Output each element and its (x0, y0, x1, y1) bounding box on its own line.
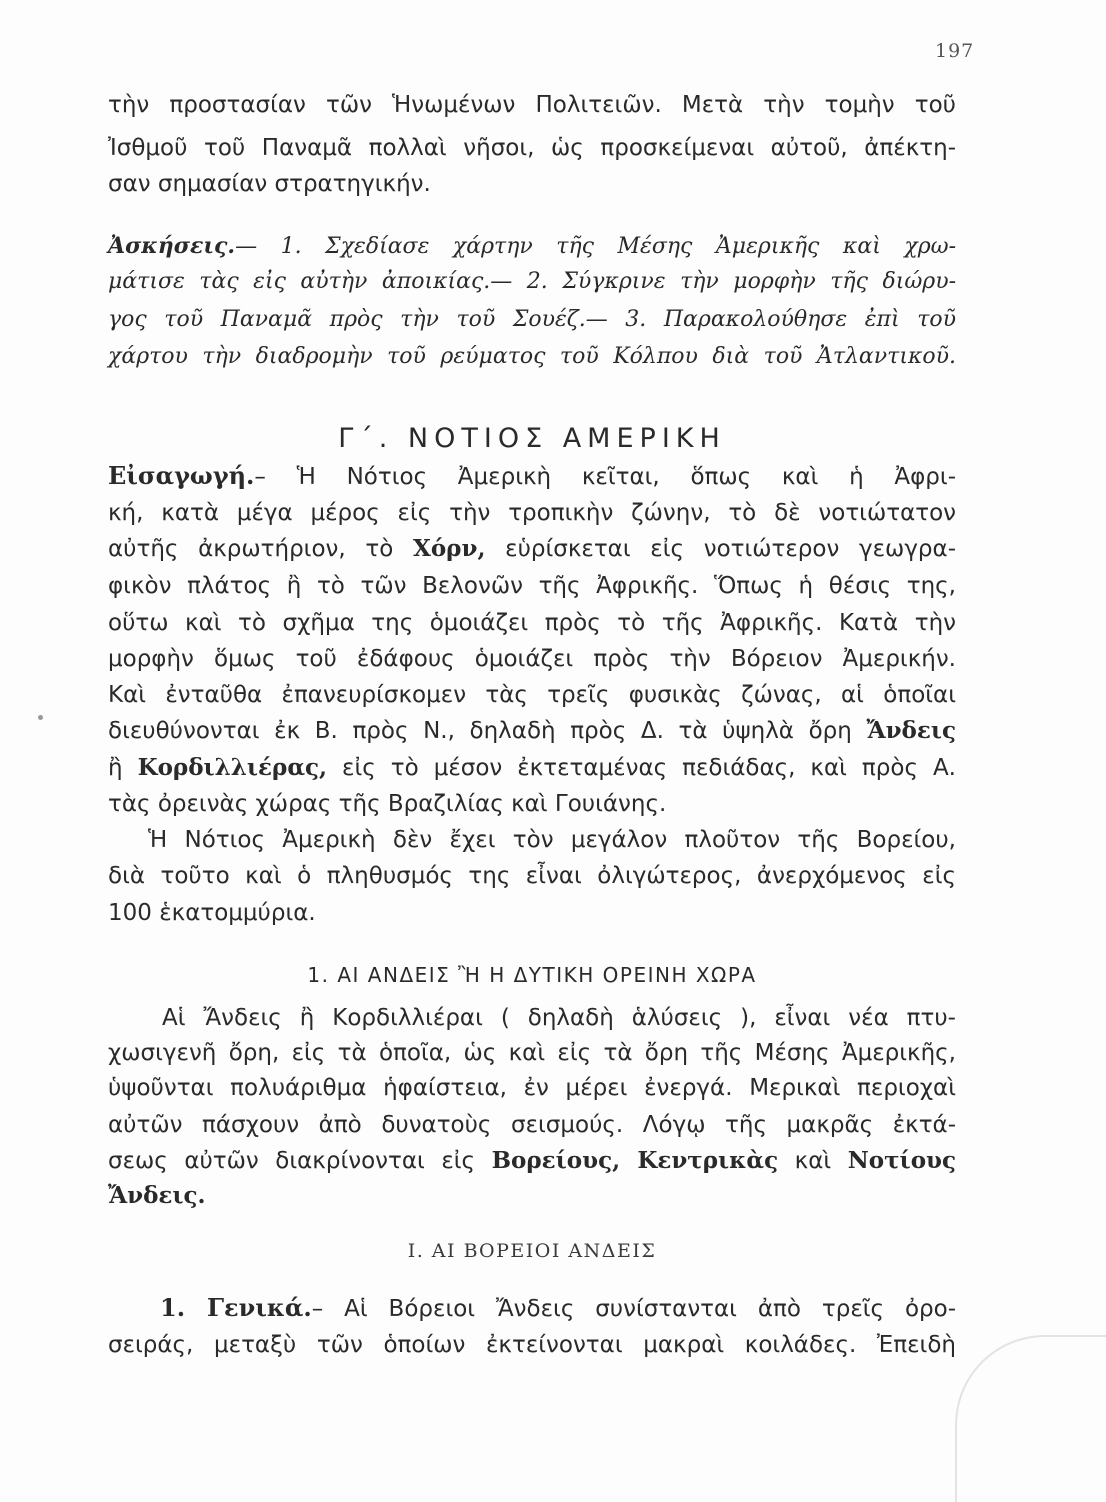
andes-line-1: Αἱ Ἄνδεις ἢ Κορδιλλιέραι ( δηλαδὴ ἁλύσεις ), εἶναι νέα πτυ- (162, 1005, 956, 1031)
exercises-line-4: χάρτου τὴν διαδρομὴν τοῦ ρεύματος τοῦ Κόλπου διὰ τοῦ Ἀτλαντικοῦ. (108, 344, 956, 369)
cordilleras-bold: Κορδιλλιέρας, (137, 754, 328, 781)
general-label: 1. Γενικά. (160, 1293, 312, 1322)
general-line-2: σειράς, μεταξὺ τῶν ὁποίων ἐκτείνονται μακραὶ κοιλάδες. Ἐπειδὴ (108, 1332, 956, 1358)
introduction-line-2: κή, κατὰ μέγα μέρος εἰς τὴν τροπικὴν ζώνην, τὸ δὲ νοτιώτατον (108, 500, 956, 526)
exercises-label: Ἀσκήσεις. (108, 233, 236, 259)
exercises-line-3: γος τοῦ Παναμᾶ πρὸς τὴν τοῦ Σουέζ.— 3. Παρακολούθησε ἐπὶ τοῦ (108, 307, 956, 332)
introduction-line-8 (108, 713, 956, 749)
library-stamp (955, 1335, 1106, 1502)
andes-line-4: αὐτῶν πάσχουν ἀπὸ δυνατοὺς σεισμούς. Λόγῳ τῆς μακρᾶς ἐκτά- (108, 1112, 956, 1138)
andes-end-bold: Ἄνδεις. (108, 1182, 206, 1209)
andes-heading: 1. ΑΙ ΑΝΔΕΙΣ Ἢ Η ΔΥΤΙΚΗ ΟΡΕΙΝΗ ΧΩΡΑ (307, 963, 757, 987)
introduction-line-10: τὰς ὀρεινὰς χώρας τῆς Βραζιλίας καὶ Γουιάνης. (108, 791, 667, 817)
general-text-1: – Αἱ Βόρειοι Ἄνδεις συνίστανται ἀπὸ τρεῖς ὀρο- (311, 1296, 956, 1322)
introduction-text-1: – Ἡ Νότιος Ἀμερικὴ κεῖται, ὅπως καὶ ἡ Ἀφρι- (254, 464, 956, 490)
population-line-2: διὰ τοῦτο καὶ ὁ πληθυσμός της εἶναι ὀλιγώτερος, ἀνερχόμενος εἰς (108, 863, 956, 889)
andes-text-5a: σεως αὐτῶν διακρίνονται εἰς (108, 1148, 492, 1174)
cape-horn-bold: Χόρν, (413, 535, 486, 562)
intro-line-3: σαν σημασίαν στρατηγικήν. (108, 171, 431, 197)
introduction-line-9 (108, 750, 956, 786)
population-line-3: 100 ἑκατομμύρια. (108, 900, 316, 926)
introduction-text-3b: εὑρίσκεται εἰς νοτιώτερον γεωγρα- (485, 536, 956, 562)
introduction-line-4: φικὸν πλάτος ἢ τὸ τῶν Βελονῶν τῆς Ἀφρικῆς. Ὅπως ἡ θέσις της, (108, 573, 956, 599)
page-number: 197 (935, 40, 975, 62)
general-line-1 (160, 1290, 956, 1327)
southern-bold: Νοτίους (847, 1147, 956, 1174)
section-title: Γ΄. ΝΟΤΙΟΣ ΑΜΕΡΙΚΗ (338, 423, 726, 454)
andes-line-5 (108, 1143, 956, 1179)
margin-mark (38, 715, 43, 720)
andes-text-5c: καὶ (778, 1148, 848, 1174)
introduction-line-1 (108, 458, 956, 495)
introduction-line-3 (108, 531, 956, 567)
introduction-line-7: Καὶ ἐνταῦθα ἐπανευρίσκομεν τὰς τρεῖς φυσικὰς ζώνας, αἱ ὁποῖαι (108, 682, 956, 708)
exercises-text-1: — 1. Σχεδίασε χάρτην τῆς Μέσης Ἀμερικῆς καὶ χρω- (235, 234, 956, 259)
exercises-line-2: μάτισε τὰς εἰς αὐτὴν ἀποικίας.— 2. Σύγκρινε τὴν μορφὴν τῆς διώρυ- (108, 269, 956, 294)
andes-line-2: χωσιγενῆ ὄρη, εἰς τὰ ὁποῖα, ὡς καὶ εἰς τὰ ὄρη τῆς Μέσης Ἀμερικῆς, (108, 1040, 956, 1066)
intro-line-2: Ἰσθμοῦ τοῦ Παναμᾶ πολλαὶ νῆσοι, ὡς προσκείμεναι αὐτοῦ, ἀπέκτη- (108, 135, 956, 161)
andes-line-6 (108, 1178, 956, 1214)
andes-bold: Ἄνδεις (866, 717, 956, 744)
exercises-line-1 (108, 228, 956, 265)
intro-line-1: τὴν προστασίαν τῶν Ἡνωμένων Πολιτειῶν. Μετὰ τὴν τομὴν τοῦ (108, 92, 956, 118)
introduction-line-6: μορφὴν ὅμως τοῦ ἐδάφους ὁμοιάζει πρὸς τὴν Βόρειον Ἀμερικήν. (108, 646, 956, 672)
introduction-text-8a: διευθύνονται ἐκ Β. πρὸς Ν., δηλαδὴ πρὸς Δ. τὰ ὑψηλὰ ὄρη (108, 718, 867, 744)
andes-line-3: ὑψοῦνται πολυάριθμα ἡφαίστεια, ἐν μέρει ἐνεργά. Μερικαὶ περιοχαὶ (108, 1075, 956, 1101)
northern-central-bold: Βορείους, Κεντρικὰς (491, 1147, 779, 1174)
introduction-text-3a: αὐτῆς ἀκρωτήριον, τὸ (108, 536, 413, 562)
northern-andes-heading: Ι. ΑΙ ΒΟΡΕΙΟΙ ΑΝΔΕΙΣ (407, 1240, 657, 1262)
introduction-text-9a: ἢ (108, 755, 138, 781)
population-line-1: Ἡ Νότιος Ἀμερικὴ δὲν ἔχει τὸν μεγάλον πλοῦτον τῆς Βορείου, (148, 827, 956, 853)
introduction-label: Εἰσαγωγή. (108, 461, 255, 490)
introduction-line-5: οὕτω καὶ τὸ σχῆμα της ὁμοιάζει πρὸς τὸ τῆς Ἀφρικῆς. Κατὰ τὴν (108, 610, 956, 636)
introduction-text-9b: εἰς τὸ μέσον ἐκτεταμένας πεδιάδας, καὶ πρὸς Α. (327, 755, 956, 781)
